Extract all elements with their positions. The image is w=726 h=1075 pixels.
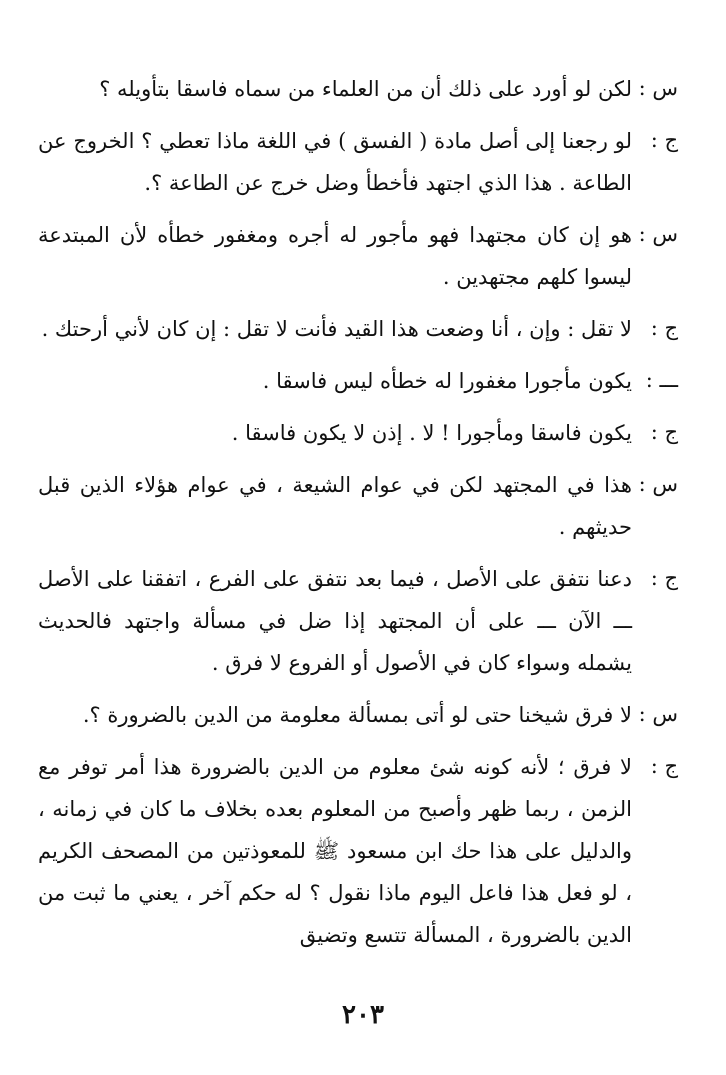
speaker-label: ج : [650, 128, 678, 152]
speaker-label: س : [638, 702, 678, 726]
entry-text: هذا في المجتهد لكن في عوام الشيعة ، في عوام هؤلاء الذين قبل حديثهم . [38, 473, 632, 539]
entry-text: لكن لو أورد على ذلك أن من العلماء من سماه فاسقا بتأويله ؟ [99, 77, 632, 101]
entry-text: لا تقل : وإن ، أنا وضعت هذا القيد فأنت لا تقل : إن كان لأني أرحتك . [41, 317, 632, 341]
qa-entry-7 [38, 464, 678, 548]
qa-entry-4 [38, 308, 678, 350]
qa-entry-9 [38, 694, 678, 736]
speaker-label: ـــ : [645, 368, 678, 392]
speaker-label: ج : [650, 420, 678, 444]
speaker-label: س : [638, 222, 678, 246]
page-number: ٢٠٣ [342, 1000, 384, 1030]
qa-entry-2 [38, 120, 678, 204]
speaker-label: ج : [650, 566, 678, 590]
entry-text: لا فرق ؛ لأنه كونه شئ معلوم من الدين بالضرورة هذا أمر توفر مع الزمن ، ربما ظهر وأصبح من المعلوم بعده بخلاف ما كان في زمانه ، والدليل على هذا حك ابن مسعود ﷺ للمعوذتين من المصحف الكريم ، لو فعل هذا فاعل اليوم ماذا نقول ؟ له حكم آخر ، يعني ما ثبت من الدين بالضرورة ، المسألة تتسع وتضيق [38, 755, 633, 947]
speaker-label: ج : [650, 754, 678, 778]
qa-entry-5 [38, 360, 678, 402]
entry-text: لو رجعنا إلى أصل مادة ( الفسق ) في اللغة ماذا تعطي ؟ الخروج عن الطاعة . هذا الذي اجتهد فأخطأ وضل خرج عن الطاعة ؟. [38, 129, 632, 195]
qa-entry-10 [38, 746, 678, 956]
qa-entry-6 [38, 412, 678, 454]
document-page [38, 68, 678, 966]
qa-entry-3 [38, 214, 678, 298]
entry-text: لا فرق شيخنا حتى لو أتى بمسألة معلومة من الدين بالضرورة ؟. [82, 703, 632, 727]
qa-entry-8 [38, 558, 678, 684]
speaker-label: س : [638, 76, 678, 100]
qa-entry-1 [38, 68, 678, 110]
entry-text: دعنا نتفق على الأصل ، فيما بعد نتفق على الفرع ، اتفقنا على الأصل ـــ الآن ـــ على أن المجتهد إذا ضل في مسألة واجتهد فالحديث يشمله وسواء كان في الأصول أو الفروع لا فرق . [38, 567, 632, 675]
entry-text: هو إن كان مجتهدا فهو مأجور له أجره ومغفور خطأه لأن المبتدعة ليسوا كلهم مجتهدين . [38, 223, 632, 289]
speaker-label: ج : [650, 316, 678, 340]
entry-text: يكون مأجورا مغفورا له خطأه ليس فاسقا . [262, 369, 632, 393]
entry-text: يكون فاسقا ومأجورا ! لا . إذن لا يكون فاسقا . [231, 421, 632, 445]
speaker-label: س : [638, 472, 678, 496]
